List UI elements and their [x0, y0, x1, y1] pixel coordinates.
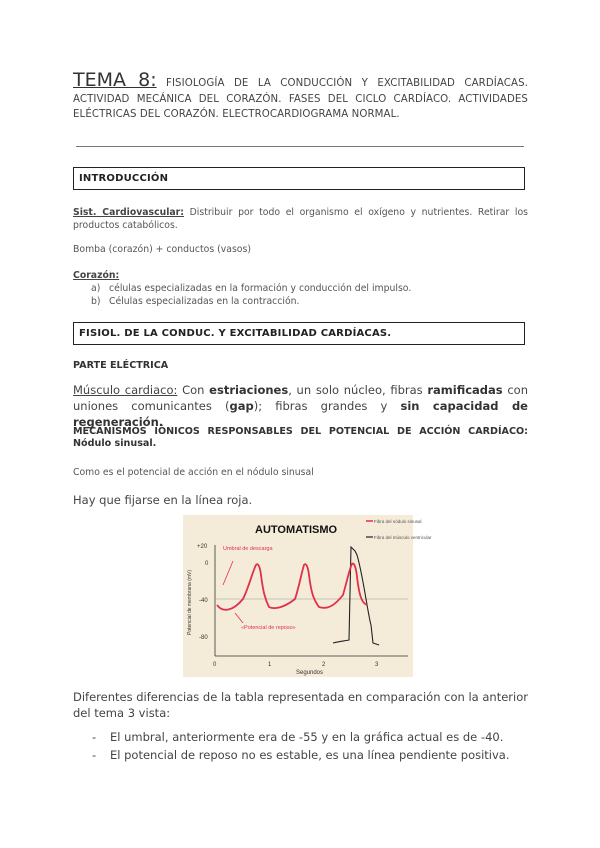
como-line: Como es el potencial de acción en el nódulo sinusal: [73, 467, 314, 478]
musculo-text: con uniones comunicantes (: [73, 383, 528, 413]
sist-cardiovascular-text: Distribuir por todo el organismo el oxígeno y nutrientes. Retirar los productos catabólicos.: [73, 207, 528, 231]
y-tick-label: 0: [205, 561, 209, 567]
musculo-text: , un solo núcleo, fibras: [288, 383, 428, 397]
corazon-label: [73, 269, 528, 282]
list-text: células especializadas en la formación y conducción del impulso.: [109, 283, 412, 294]
sist-cardiovascular-label: Sist. Cardiovascular:: [73, 207, 184, 218]
list-marker: a): [91, 283, 101, 294]
y-axis-label: Potencial de membrana (mV): [187, 569, 193, 635]
title-text: FISIOLOGÍA DE LA CONDUCCIÓN Y EXCITABILIDAD CARDÍACAS. ACTIVIDAD MECÁNICA DEL CORAZÓN. FASES DEL CICLO CARDÍACO. ACTIVIDADES ELÉCTRICAS DEL CORAZÓN. ELECTROCARDIOGRAMA NORMAL.: [73, 78, 528, 120]
x-tick-label: 0: [213, 662, 217, 668]
conclusion-list: [92, 728, 510, 764]
parte-electrica-heading: PARTE ELÉCTRICA: [73, 360, 169, 371]
bomba-line: Bomba (corazón) + conductos (vasos): [73, 244, 251, 255]
fijarse-line: Hay que fijarse en la línea roja.: [73, 493, 253, 507]
legend-label-ventricular: Fibra del músculo ventricular: [374, 535, 432, 540]
list-item: [91, 283, 411, 296]
corazon-label-text: Corazón:: [73, 270, 120, 281]
list-item: [91, 296, 411, 309]
list-text: El potencial de reposo no es estable, es una línea pendiente positiva.: [110, 748, 510, 762]
title-prefix: TEMA 8:: [73, 69, 157, 91]
mecanismos-heading: MECANISMOS IÓNICOS RESPONSABLES DEL POTENCIAL DE ACCIÓN CARDÍACO: Nódulo sinusal.: [73, 426, 528, 449]
figure-title: AUTOMATISMO: [255, 524, 338, 536]
x-tick-label: 3: [375, 662, 379, 668]
x-tick-label: 2: [322, 662, 326, 668]
musculo-bold: gap: [229, 399, 254, 413]
musculo-text: Con: [177, 383, 210, 397]
list-item: [92, 728, 510, 746]
corazon-list: [91, 283, 411, 308]
y-tick-label: -80: [199, 635, 208, 641]
musculo-bold: ramificadas: [427, 383, 503, 397]
list-text: Células especializadas en la contracción.: [109, 295, 300, 307]
musculo-text: ); fibras grandes y: [253, 399, 401, 413]
musculo-bold: sin capacidad de regeneración.: [73, 399, 528, 429]
musculo-label: Músculo cardiaco:: [73, 383, 178, 397]
x-axis-label: Segundos: [296, 670, 324, 676]
sist-cardiovascular-paragraph: [73, 206, 528, 232]
annotation-umbral: Umbral de descarga: [223, 546, 273, 552]
list-marker: -: [92, 748, 97, 762]
list-marker: -: [92, 730, 97, 744]
section-heading-fisiol: FISIOL. DE LA CONDUC. Y EXCITABILIDAD CARDÍACAS.: [73, 322, 525, 345]
list-text: El umbral, anteriormente era de -55 y en la gráfica actual es de -40.: [110, 730, 504, 744]
conclusion-paragraph: Diferentes diferencias de la tabla representada en comparación con la anterior del tema 3 vista:: [73, 690, 528, 720]
title-divider: [76, 146, 524, 147]
list-marker: b): [91, 295, 101, 307]
legend-label-sinusal: Fibra del nódulo sinusal: [374, 519, 422, 524]
list-item: [92, 746, 510, 764]
x-tick-label: 1: [268, 662, 272, 668]
annotation-reposo: «Potencial de reposo»: [241, 625, 296, 631]
musculo-bold: estriaciones: [209, 383, 289, 397]
automatismo-figure: [183, 515, 432, 677]
musculo-cardiaco-paragraph: [73, 382, 528, 430]
section-heading-introduccion: INTRODUCCIÓN: [73, 167, 525, 190]
y-tick-label: -40: [199, 598, 208, 604]
y-tick-label: +20: [197, 544, 208, 550]
document-title: [73, 69, 528, 123]
